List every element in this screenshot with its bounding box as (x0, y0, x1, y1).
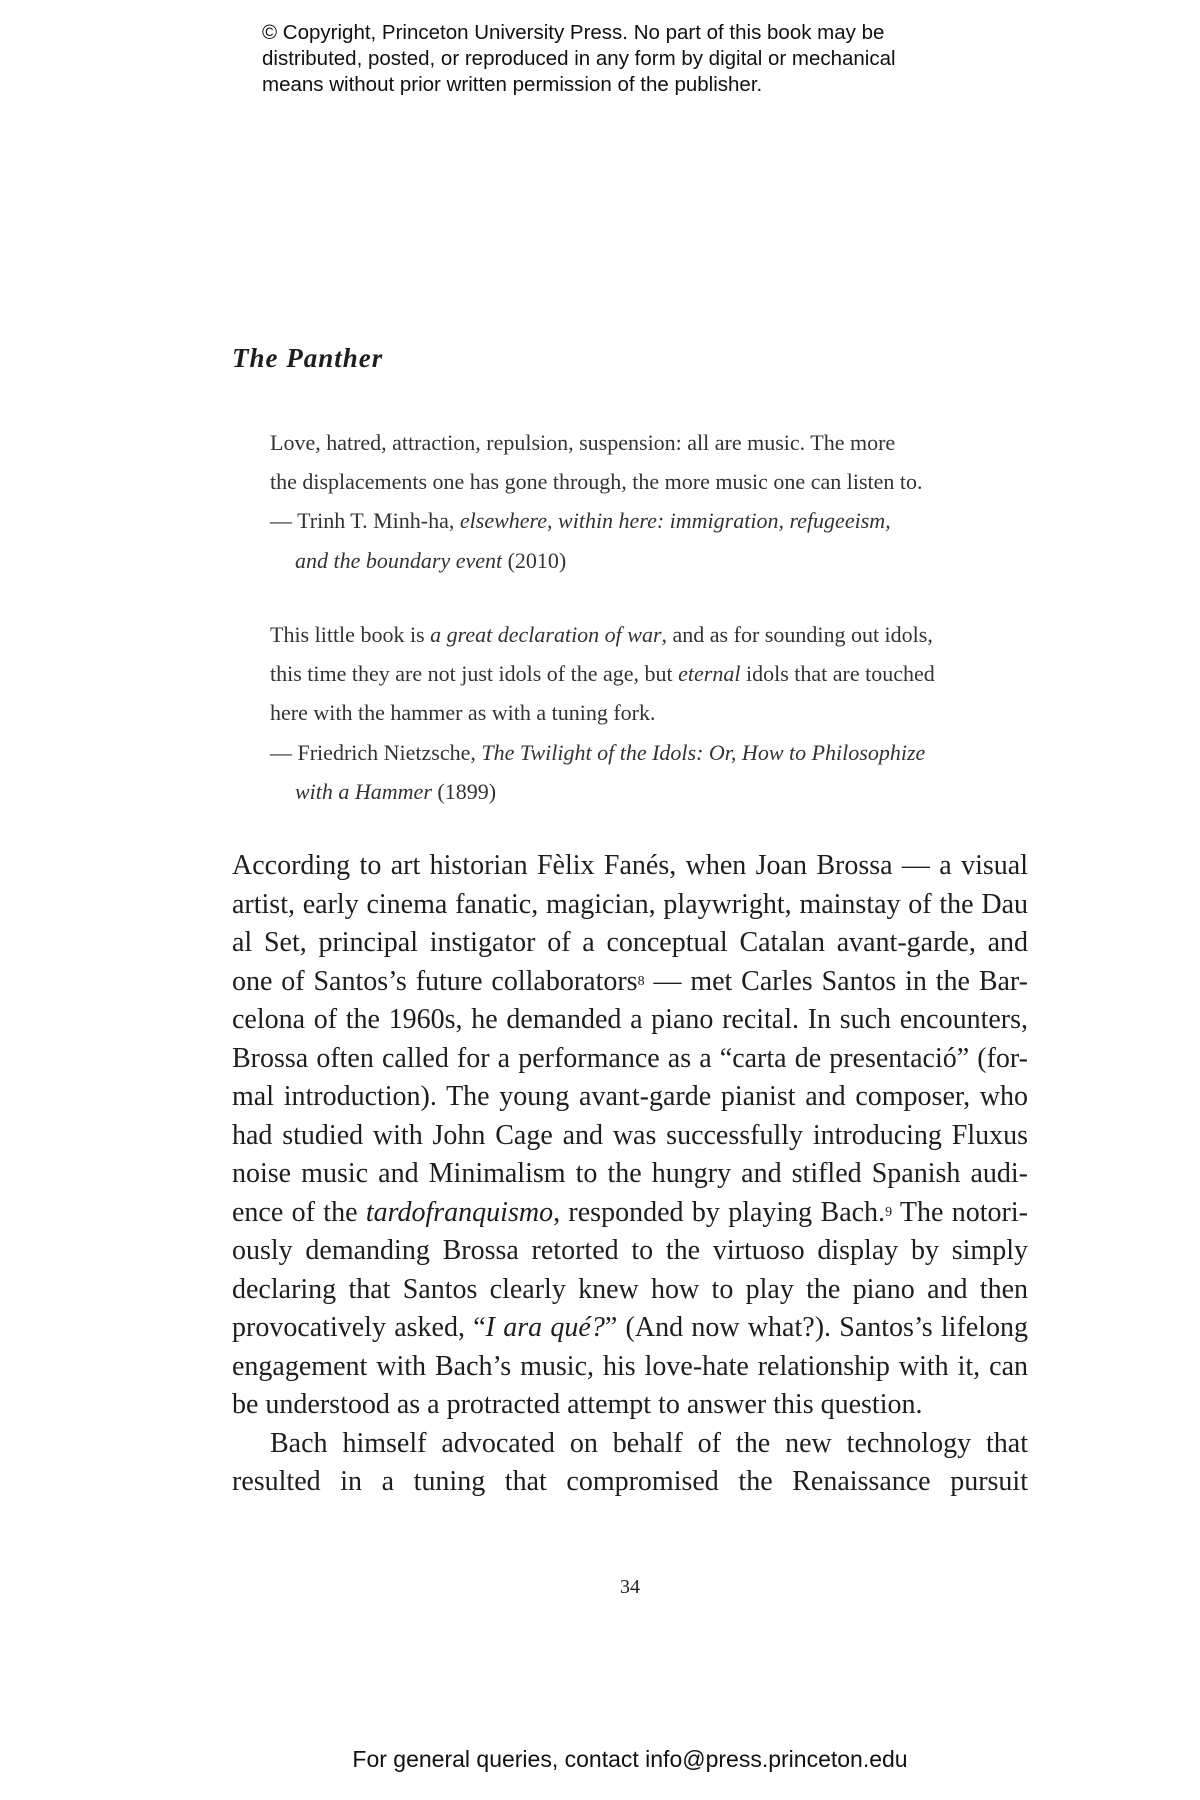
footer-contact: For general queries, contact info@press.princeton.edu (352, 1746, 908, 1772)
body-line: had studied with John Cage and was successfully introducing Fluxus (232, 1119, 1028, 1151)
epigraph-line: here with the hammer as with a tuning fork. (270, 700, 656, 726)
body-line: artist, early cinema fanatic, magician, playwright, mainstay of the Dau (232, 888, 1028, 920)
section-title: The Panther (232, 343, 384, 373)
copyright-line: distributed, posted, or reproduced in any form by digital or mechanical (262, 47, 896, 70)
copyright-line: © Copyright, Princeton University Press. No part of this book may be (262, 21, 885, 44)
body-line: noise music and Minimalism to the hungry and stifled Spanish audi- (232, 1158, 1028, 1189)
book-title: The Twilight of the Idols: Or, How to Philosophize (481, 739, 926, 765)
body-line: provocatively asked, “I ara qué?” (And now what?). Santos’s lifelong (232, 1312, 1028, 1343)
epigraph-attribution: — Trinh T. Minh-ha, elsewhere, within here: immigration, refugeeism, (270, 508, 891, 534)
book-title: and the boundary event (295, 547, 503, 573)
epigraph-nietzsche (270, 615, 1022, 811)
epigraph-attribution-cont: with a Hammer (1899) (295, 778, 497, 804)
book-title: with a Hammer (295, 778, 432, 804)
epigraph-attribution: — Friedrich Nietzsche, The Twilight of the Idols: Or, How to Philosophize (270, 739, 926, 765)
epigraph-line: This little book is a great declaration of war, and as for sounding out idols, (270, 622, 933, 647)
epigraph-line: the displacements one has gone through, the more music one can listen to. (270, 469, 923, 495)
body-line: declaring that Santos clearly knew how to play the piano and then (232, 1273, 1028, 1305)
body-line: mal introduction). The young avant-garde pianist and composer, who (232, 1081, 1028, 1112)
body-text (232, 847, 1028, 1502)
copyright-notice (262, 20, 1022, 98)
epigraph-trinh (270, 423, 1022, 580)
epigraph-line: this time they are not just idols of the age, but eternal idols that are touched (270, 661, 935, 687)
page-number: 34 (620, 1576, 640, 1598)
body-line: al Set, principal instigator of a conceptual Catalan avant-garde, and (232, 927, 1028, 958)
body-line: be understood as a protracted attempt to answer this question. (232, 1389, 923, 1420)
body-line: Brossa often called for a performance as a “carta de presentació” (for- (232, 1042, 1028, 1074)
footnote-ref: 9 (885, 1204, 893, 1220)
body-line: According to art historian Fèlix Fanés, when Joan Brossa — a visual (232, 850, 1028, 881)
epigraph-attribution-cont: and the boundary event (2010) (295, 547, 567, 573)
copyright-line: means without prior written permission of the publisher. (262, 73, 763, 96)
body-line: one of Santos’s future collaborators$^8$ — met Carles Santos in the Bar- (232, 965, 1029, 997)
body-line: ously demanding Brossa retorted to the virtuoso display by simply (232, 1235, 1028, 1266)
book-title: elsewhere, within here: immigration, refugeeism, (459, 508, 891, 534)
body-line: Bach himself advocated on behalf of the new technology that (270, 1427, 1028, 1459)
body-line: resulted in a tuning that compromised the Renaissance pursuit (232, 1466, 1028, 1497)
body-line: ence of the tardofranquismo, responded by playing Bach.$^9$ The notori- (232, 1196, 1028, 1228)
epigraph-line: Love, hatred, attraction, repulsion, suspension: all are music. The more (270, 430, 896, 455)
body-line: celona of the 1960s, he demanded a piano recital. In such encounters, (232, 1004, 1028, 1035)
footnote-ref: 8 (637, 973, 645, 989)
body-line: engagement with Bach’s music, his love-hate relationship with it, can (232, 1350, 1028, 1382)
